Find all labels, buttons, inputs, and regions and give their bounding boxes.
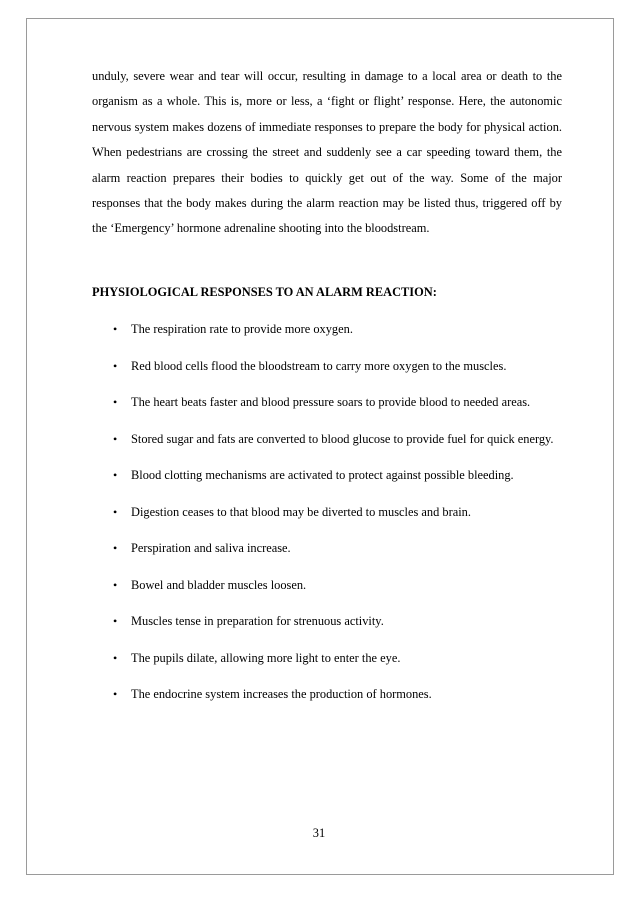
bullet-icon: • [113,395,118,409]
list-item-text: Stored sugar and fats are converted to blood glucose to provide fuel for quick energy. [131,431,554,446]
list-item [92,683,562,706]
bullet-icon: • [113,468,118,482]
list-item [92,428,562,451]
bullet-icon: • [113,614,118,628]
bullet-icon: • [113,541,118,555]
bullet-icon: • [113,322,118,336]
list-item [92,610,562,633]
bullet-icon: • [113,431,118,446]
list-item-text: The respiration rate to provide more oxygen. [131,322,353,336]
list-item [92,647,562,670]
list-item [92,537,562,560]
bullet-icon: • [113,358,118,373]
list-item [92,501,562,524]
body-paragraph: unduly, severe wear and tear will occur, resulting in damage to a local area or death to the organism as a whole. This is, more or less, a ‘fight or flight’ response. Here, the autonomic nervous system makes dozens of immediate responses to prepare the body for physical action. When pedestrians are crossing the street and suddenly see a car speeding toward them, the alarm reaction prepares their bodies to quickly get out of the way. Some of the major responses that the body makes during the alarm reaction may be listed thus, triggered off by the ‘Emergency’ hormone adrenaline shooting into the bloodstream. [92,69,562,236]
list-item [92,574,562,597]
bullet-icon: • [113,650,118,665]
list-item [92,318,562,341]
bullet-icon: • [113,504,118,519]
list-item [92,464,562,487]
page-number: 31 [312,826,326,840]
list-item-text: Perspiration and saliva increase. [131,541,291,555]
list-item-text: Digestion ceases to that blood may be diverted to muscles and brain. [131,504,471,519]
list-item [92,391,562,414]
list-item-text: The heart beats faster and blood pressure soars to provide blood to needed areas. [131,395,531,409]
list-item-text: The endocrine system increases the production of hormones. [131,687,432,701]
bullet-list [92,318,562,720]
list-item-text: The pupils dilate, allowing more light to enter the eye. [131,650,401,665]
bullet-icon: • [113,687,118,701]
list-item-text: Muscles tense in preparation for strenuous activity. [131,614,384,628]
bullet-icon: • [113,577,118,592]
list-item-text: Bowel and bladder muscles loosen. [131,577,307,592]
section-heading: PHYSIOLOGICAL RESPONSES TO AN ALARM REACTION: [92,285,437,299]
list-item-text: Blood clotting mechanisms are activated to protect against possible bleeding. [131,468,514,482]
list-item [92,355,562,378]
list-item-text: Red blood cells flood the bloodstream to carry more oxygen to the muscles. [131,358,507,373]
